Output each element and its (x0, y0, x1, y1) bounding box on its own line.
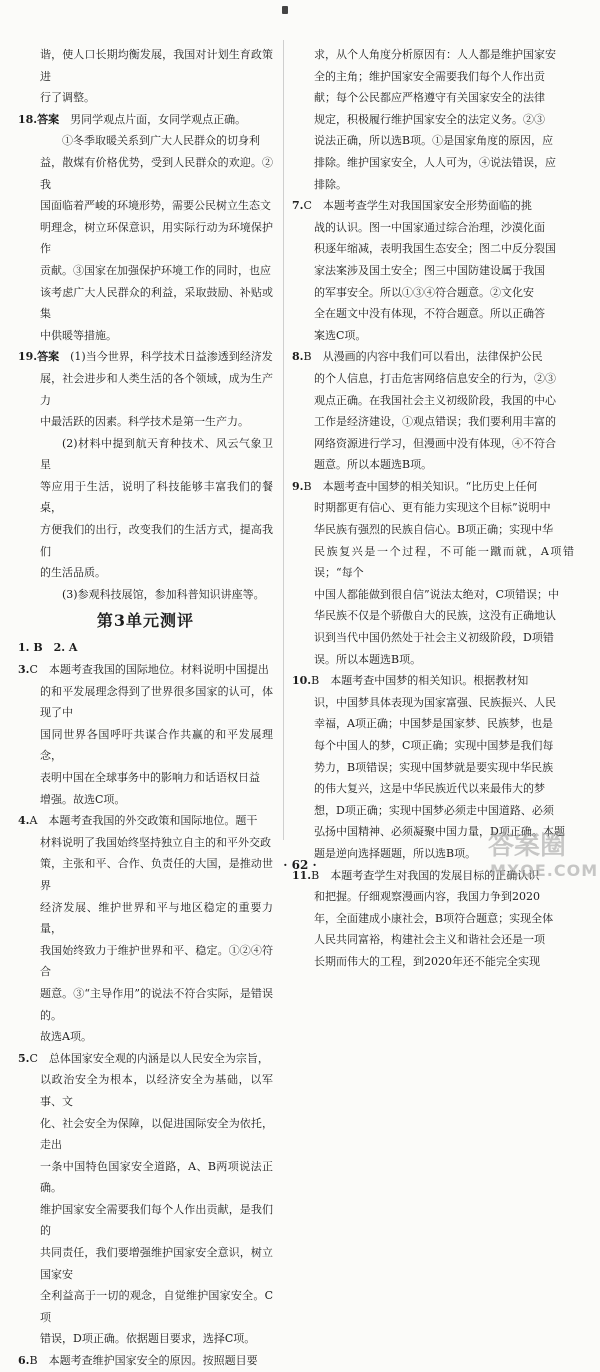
answer-line: 的军事安全。所以①③④符合题意。②文化安 (314, 285, 534, 299)
question-5 (18, 1048, 273, 1350)
answer-line: 排除。 (314, 177, 347, 191)
question-7 (292, 195, 574, 346)
answer-line: 献；每个公民都应严格遵守有关国家安全的法律 (314, 91, 545, 105)
watermark-url: MXQE.COM (490, 861, 599, 880)
answer-line: 华民族不仅是个骄傲自大的民族，这没有正确地认 (314, 609, 556, 623)
answer-line: (2)材料中提到航天育种技术、风云气象卫星 (40, 436, 273, 472)
answer-line: (1)当今世界，科学技术日益渗透到经济发 (70, 350, 273, 364)
answer-line: 故选A项。 (40, 1030, 92, 1044)
question-3 (18, 659, 273, 810)
answer-line: 维护国家安全需要我们每个人作出贡献，是我们的 (40, 1202, 273, 1238)
watermark-logo: 答案圈 (488, 831, 567, 861)
question-4 (18, 810, 273, 1048)
answer-line: 增强。故选C项。 (40, 792, 126, 806)
answer-line: 1. B 2. A (18, 641, 78, 655)
answer-line: 方便我们的出行，改变我们的生活方式，提高我们 (40, 523, 273, 558)
answer-line: 人民共同富裕，构建社会主义和谐社会还是一项 (314, 933, 545, 947)
intro-line: 行了调整。 (40, 91, 95, 105)
answer-line: 幸福，A项正确；中国梦是国家梦、民族梦，也是 (314, 717, 553, 731)
answer-line: C 本题考查我国的国际地位。材料说明中国提出 (29, 663, 269, 677)
answer-line: 的生活品质。 (40, 566, 106, 580)
answer-line: 观点正确。在我国社会主义初级阶段，我国的中心 (314, 393, 556, 407)
question-9 (292, 476, 574, 670)
question-number: 6. (18, 1354, 30, 1368)
answer-line: 长期而伟大的工程，到2020年还不能完全实现 (314, 954, 540, 968)
answer-line: 中供暖等措施。 (40, 328, 117, 342)
question-number: 8. (292, 350, 304, 364)
answer-line: 经济发展、维护世界和平与地区稳定的重要力量， (40, 900, 273, 936)
question-number: 11. (292, 868, 312, 882)
question-number: 5. (18, 1051, 30, 1065)
answer-line: 战的认识。图一中国家通过综合治理，沙漠化面 (314, 220, 545, 234)
answer-line: 的伟大复兴，这是中华民族近代以来最伟大的梦 (314, 782, 545, 796)
answer-line: 中国人都能做到很自信”说法太绝对，C项错误；中 (314, 587, 560, 601)
answer-line: 每个中国人的梦，C项正确；实现中国梦是我们每 (314, 739, 554, 752)
answer-line: 展，社会进步和人类生活的各个领域，成为生产力 (40, 371, 273, 407)
question-8 (292, 346, 574, 476)
answer-line: C 总体国家安全观的内涵是以人民安全为宗旨， (29, 1051, 269, 1065)
answer-line: 贡献。③国家在加强保护环境工作的同时，也应 (40, 263, 271, 277)
answer-line: 时期都更有信心、更有能力实现这个目标”说明中 (314, 501, 551, 515)
question-number: 18. (18, 112, 38, 126)
answer-line: 全利益高于一切的观念，自觉维护国家安全。C项 (40, 1289, 273, 1324)
answer-line: 题是逆向选择题题，所以选B项。 (314, 846, 477, 860)
answer-line: 识，中国梦具体表现为国家富强、民族振兴、人民 (314, 695, 556, 709)
answer-line: 错误，D项正确。依据题目要求，选择C项。 (40, 1332, 256, 1346)
answer-line: 误。所以本题选B项。 (314, 652, 422, 666)
answer-label: 答案 (37, 112, 60, 126)
answer-line: 我国始终致力于维护世界和平、稳定。①②④符合 (40, 943, 273, 979)
answer-line: 民族复兴是一个过程，不可能一蹴而就，A项错误；“每个 (314, 544, 574, 580)
answer-line: 和把握。仔细观察漫画内容，我国力争到2020 (314, 890, 540, 904)
answer-line: 排除。维护国家安全，人人可为，④说法错误，应 (314, 155, 556, 169)
answer-line: 男同学观点片面，女同学观点正确。 (70, 112, 247, 126)
answer-line: B 本题考查中国梦的相关知识。根据教材知 (311, 674, 529, 688)
answer-line: B 本题考查中国梦的相关知识。“比历史上任何 (303, 479, 538, 493)
answer-line: 题意。所以本题选B项。 (314, 458, 433, 472)
answer-line: 等应用于生活，说明了科技能够丰富我们的餐桌， (40, 479, 273, 515)
site-watermark (482, 825, 599, 887)
answer-line: 国同世界各国呼吁共谋合作共赢的和平发展理念， (40, 727, 273, 763)
question-number: 7. (292, 199, 304, 213)
answer-line: 的和平发展理念得到了世界很多国家的认可，体现了中 (40, 684, 273, 720)
question-18 (18, 109, 273, 347)
question-number: 9. (292, 479, 304, 493)
answer-line: 案选C项。 (314, 328, 367, 342)
answer-line: 材料说明了我国始终坚持独立自主的和平外交政 (40, 835, 271, 849)
answer-line: ①冬季取暖关系到广大人民群众的切身利 (62, 134, 260, 148)
answer-line: 家法案涉及国土安全；图三中国防建设属于我国 (314, 263, 545, 277)
column-divider (283, 40, 284, 840)
intro-line: 谐，使人口长期均衡发展，我国对计划生育政策进 (40, 48, 273, 83)
answer-line: 求，从个人角度分析原因有：人人都是维护国家安 (314, 48, 556, 61)
answer-line: 想，D项正确；实现中国梦必须走中国道路、必须 (314, 803, 554, 817)
question-6-continued (292, 44, 574, 195)
answer-line: (3)参观科技展馆，参加科普知识讲座等。 (62, 587, 265, 601)
answer-line: 说法正确，所以选B项。①是国家角度的原因，应 (314, 134, 554, 148)
answer-line: B 从漫画的内容中我们可以看出，法律保护公民 (303, 350, 543, 364)
answer-line: B 本题考查维护国家安全的原因。按照题目要 (29, 1354, 258, 1368)
binding-mark (282, 6, 288, 14)
answer-line: 识到当代中国仍然处于社会主义初级阶段，D项错 (314, 631, 554, 645)
answer-line: 全的主角；维护国家安全需要我们每个人作出贡 (314, 69, 545, 83)
question-number: 4. (18, 814, 30, 828)
answer-line: 中最活跃的因素。科学技术是第一生产力。 (40, 415, 249, 429)
answer-line: 题意。③“主导作用”的说法不符合实际，是错误的。 (40, 986, 273, 1022)
answer-line: 策，主张和平、合作、负责任的大国，是推动世界 (40, 857, 273, 892)
answer-line: 益，散煤有价格优势，受到人民群众的欢迎。②我 (40, 155, 273, 191)
answer-line: 工作是经济建设，①观点错误；我们要利用丰富的 (314, 415, 556, 429)
answer-line: 积逐年缩减，表明我国生态安全；图二中反分裂国 (314, 242, 556, 256)
answer-line: 以政治安全为根本，以经济安全为基础，以军事、文 (40, 1073, 273, 1108)
question-number: 3. (18, 663, 30, 677)
answer-line: B 本题考查学生对我国的发展目标的正确认识 (311, 868, 540, 882)
answer-line: 共同责任，我们要增强维护国家安全意识，树立国家安 (40, 1246, 273, 1281)
question-number: 19. (18, 350, 38, 364)
answer-line: 华民族有强烈的民族自信心。B项正确；实现中华 (314, 523, 554, 537)
answer-line: 全在题文中没有体现，不符合题意。所以正确答 (314, 307, 545, 321)
question-number: 10. (292, 674, 312, 688)
left-column (18, 44, 273, 1372)
answer-line: 规定，积极履行维护国家安全的法定义务。②③ (314, 112, 545, 126)
answer-line: 的个人信息，打击危害网络信息安全的行为，②③ (314, 371, 556, 385)
answer-label: 答案 (37, 350, 60, 364)
page-number: · 62 · (283, 858, 317, 872)
answer-line: 该考虑广大人民群众的利益，采取鼓励、补贴或集 (40, 285, 273, 321)
answer-line: 弘扬中国精神、必须凝聚中国力量，D项正确。本题 (314, 825, 565, 839)
answer-line: C 本题考查学生对我国国家安全形势面临的挑 (303, 199, 532, 213)
answer-line: 国面临着严峻的环境形势，需要公民树立生态文 (40, 199, 271, 213)
section-title: 第3单元测评 (96, 611, 195, 631)
answer-line: A 本题考查我国的外交政策和国际地位。题干 (29, 814, 258, 828)
question-6 (18, 1350, 273, 1372)
answer-line: 年，全面建成小康社会，B项符合题意；实现全体 (314, 911, 554, 925)
question-19 (18, 346, 273, 605)
answer-line: 一条中国特色国家安全道路，A、B两项说法正确。 (40, 1159, 273, 1195)
answer-line: 表明中国在全球事务中的影响力和话语权日益 (40, 771, 260, 784)
answer-line: 网络资源进行学习，但漫画中没有体现，④不符合 (314, 436, 556, 450)
answer-line: 势力，B项错误；实现中国梦就是要实现中华民族 (314, 760, 554, 774)
answer-line: 明理念，树立环保意识，用实际行动为环境保护作 (40, 220, 273, 256)
answer-line: 化、社会安全为保障，以促进国际安全为依托，走出 (40, 1116, 273, 1152)
